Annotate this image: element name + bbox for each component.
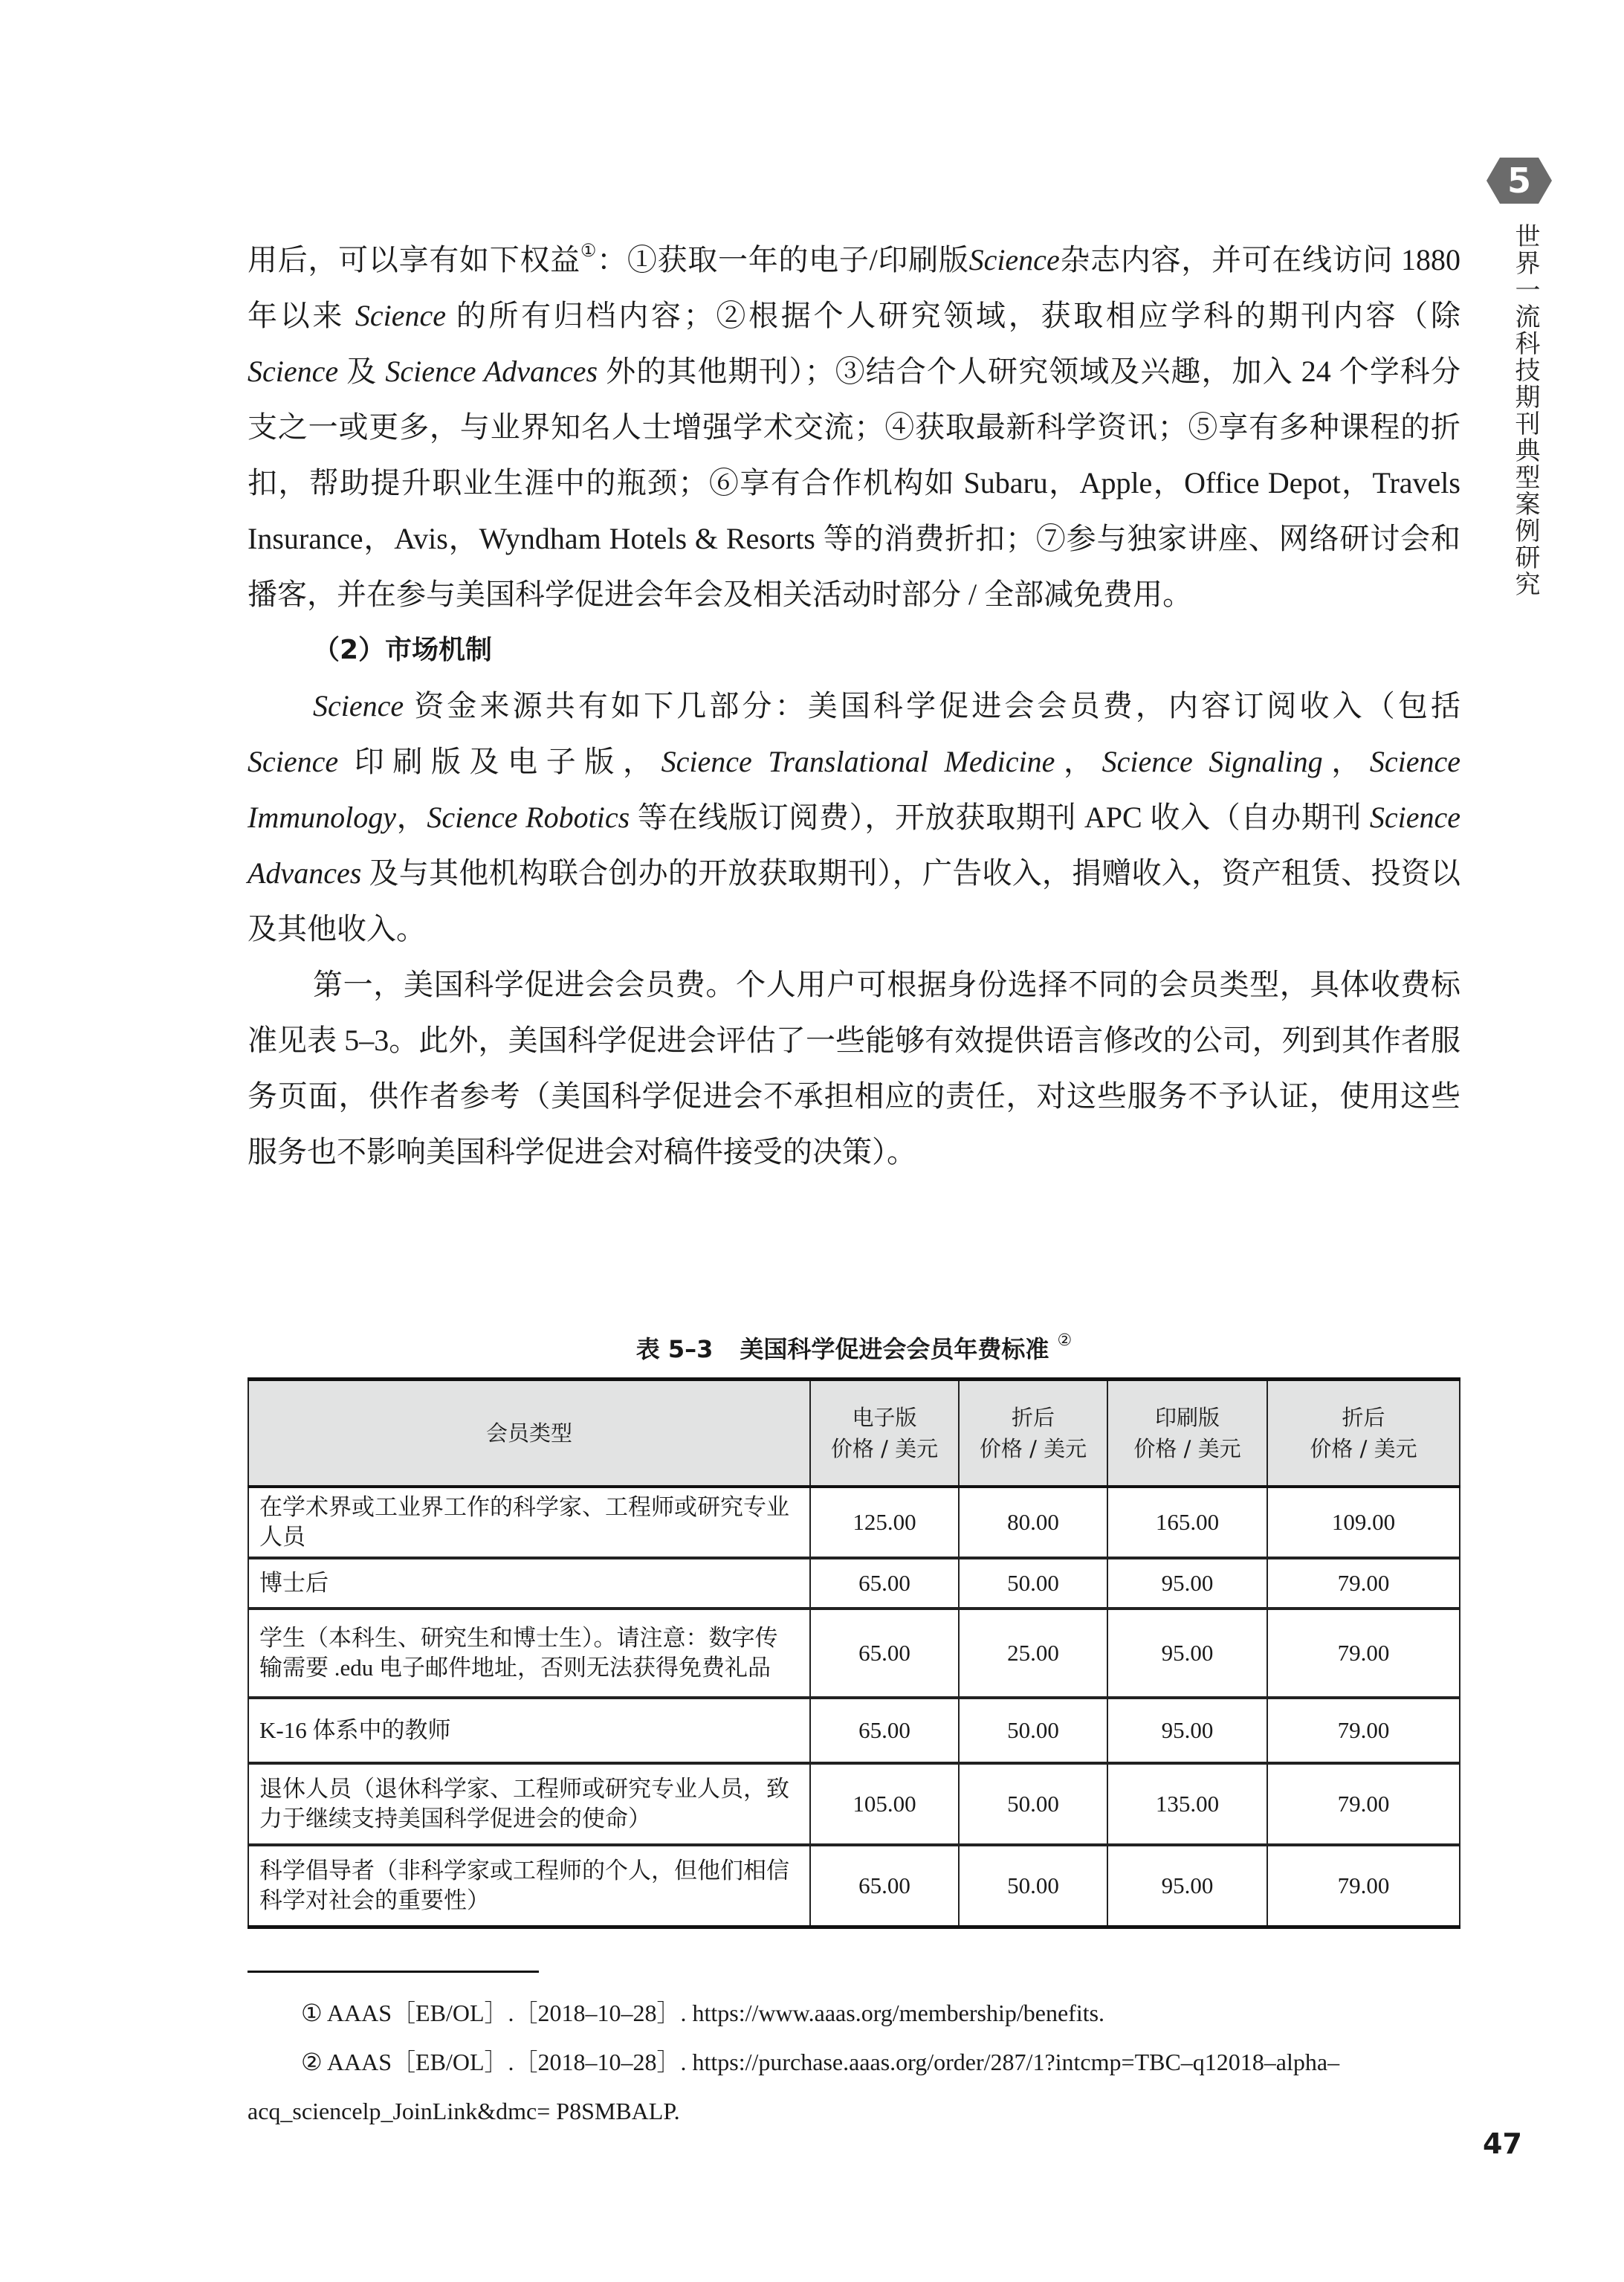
table-row bbox=[248, 1609, 1460, 1698]
cell-print-price: 165.00 bbox=[1107, 1487, 1267, 1558]
page-number: 47 bbox=[1483, 2127, 1522, 2160]
paragraph-membership: 第一，美国科学促进会会员费。个人用户可根据身份选择不同的会员类型，具体收费标准见表 5–3。此外，美国科学促进会评估了一些能够有效提供语言修改的公司，列到其作者服务页面，供作者参考（美国科学促进会不承担相应的责任，对这些服务不予认证，使用这些服务也不影响美国科学促进会对稿件接受的决策）。 bbox=[248, 968, 1460, 1169]
chapter-number: 5 bbox=[1507, 161, 1531, 201]
table-header-row bbox=[248, 1380, 1460, 1487]
cell-digital-price: 105.00 bbox=[810, 1763, 959, 1845]
membership-fee-table bbox=[248, 1377, 1460, 1929]
cell-print-price: 95.00 bbox=[1107, 1609, 1267, 1698]
cell-digital-discount: 50.00 bbox=[959, 1763, 1107, 1845]
cell-member-type: 学生（本科生、研究生和博士生）。请注意：数字传输需要 .edu 电子邮件地址，否则无法获得免费礼品 bbox=[248, 1609, 810, 1698]
cell-member-type: 在学术界或工业界工作的科学家、工程师或研究专业人员 bbox=[248, 1487, 810, 1558]
table-row bbox=[248, 1558, 1460, 1609]
footnote-divider bbox=[248, 1971, 539, 1973]
cell-member-type: 博士后 bbox=[248, 1558, 810, 1609]
paragraph-funding: Science 资金来源共有如下几部分：美国科学促进会会员费，内容订阅收入（包括 Science 印刷版及电子版，Science Translational Medicine，Science Signaling，Science Immunology，Science Robotics 等在线版订阅费），开放获取期刊 APC 收入（自办期刊 Science Advances 及与其他机构联合创办的开放获取期刊），广告收入，捐赠收入，资产租赁、投资以及其他收入。 bbox=[248, 689, 1461, 946]
cell-print-price: 95.00 bbox=[1107, 1558, 1267, 1609]
cell-digital-discount: 50.00 bbox=[959, 1558, 1107, 1609]
running-title: 世界一流科技期刊典型案例研究 bbox=[1510, 223, 1540, 598]
cell-print-discount: 79.00 bbox=[1267, 1609, 1460, 1698]
cell-digital-price: 125.00 bbox=[810, 1487, 959, 1558]
header-digital-discount: 折后 价格 / 美元 bbox=[959, 1380, 1107, 1487]
cell-member-type: K-16 体系中的教师 bbox=[248, 1698, 810, 1763]
table-number: 表 5–3 bbox=[635, 1335, 714, 1363]
cell-print-discount: 79.00 bbox=[1267, 1698, 1460, 1763]
chapter-tab bbox=[1486, 158, 1552, 204]
cell-digital-price: 65.00 bbox=[810, 1558, 959, 1609]
table-title: 美国科学促进会会员年费标准 bbox=[740, 1335, 1049, 1363]
cell-member-type: 退休人员（退休科学家、工程师或研究专业人员，致力于继续支持美国科学促进会的使命） bbox=[248, 1763, 810, 1845]
header-print-price: 印刷版 价格 / 美元 bbox=[1107, 1380, 1267, 1487]
table-row bbox=[248, 1763, 1460, 1845]
footnote-1: ① AAAS［EB/OL］.［2018–10–28］. https://www.aaas.org/membership/benefits. bbox=[301, 2000, 1105, 2026]
cell-digital-price: 65.00 bbox=[810, 1609, 959, 1698]
cell-print-price: 135.00 bbox=[1107, 1763, 1267, 1845]
cell-print-price: 95.00 bbox=[1107, 1845, 1267, 1927]
cell-digital-price: 65.00 bbox=[810, 1845, 959, 1927]
cell-print-discount: 79.00 bbox=[1267, 1763, 1460, 1845]
header-digital-price: 电子版 价格 / 美元 bbox=[810, 1380, 959, 1487]
cell-print-discount: 109.00 bbox=[1267, 1487, 1460, 1558]
cell-member-type: 科学倡导者（非科学家或工程师的个人，但他们相信科学对社会的重要性） bbox=[248, 1845, 810, 1927]
cell-digital-price: 65.00 bbox=[810, 1698, 959, 1763]
section-heading: （2）市场机制 bbox=[313, 635, 493, 665]
cell-print-price: 95.00 bbox=[1107, 1698, 1267, 1763]
header-member-type: 会员类型 bbox=[248, 1380, 810, 1487]
cell-print-discount: 79.00 bbox=[1267, 1845, 1460, 1927]
cell-digital-discount: 50.00 bbox=[959, 1845, 1107, 1927]
table-row bbox=[248, 1487, 1460, 1558]
paragraph-benefits: 用后，可以享有如下权益①：①获取一年的电子/印刷版Science杂志内容，并可在线访问 1880 年以来 Science 的所有归档内容；②根据个人研究领域，获取相应学科的期刊内容（除 Science 及 Science Advances 外的其他期刊）；③结合个人研究领域及兴趣，加入 24 个学科分支之一或更多，与业界知名人士增强学术交流；④获取最新科学资讯；⑤享有多种课程的折扣，帮助提升职业生涯中的瓶颈；⑥享有合作机构如 Subaru，Apple，Office Depot，Travels Insurance，Avis，Wyndham Hotels & Resorts 等的消费折扣；⑦参与独家讲座、网络研讨会和播客，并在参与美国科学促进会年会及相关活动时部分 / 全部减免费用。 bbox=[248, 242, 1461, 611]
table-row bbox=[248, 1845, 1460, 1927]
footnote-ref-1[interactable]: ① bbox=[580, 242, 598, 261]
footnote-ref-2[interactable]: ② bbox=[1057, 1331, 1073, 1350]
body-text-top bbox=[248, 232, 1460, 1180]
cell-digital-discount: 50.00 bbox=[959, 1698, 1107, 1763]
header-print-discount: 折后 价格 / 美元 bbox=[1267, 1380, 1460, 1487]
cell-digital-discount: 80.00 bbox=[959, 1487, 1107, 1558]
table-row bbox=[248, 1698, 1460, 1763]
footnote-2: ② AAAS［EB/OL］.［2018–10–28］. https://purchase.aaas.org/order/287/1?intcmp=TBC–q12018–alpha–acq_sciencelp_JoinLink&dmc= P8SMBALP. bbox=[248, 2049, 1340, 2124]
cell-digital-discount: 25.00 bbox=[959, 1609, 1107, 1698]
footnotes bbox=[248, 1988, 1460, 2136]
table-caption bbox=[248, 1331, 1460, 1368]
cell-print-discount: 79.00 bbox=[1267, 1558, 1460, 1609]
